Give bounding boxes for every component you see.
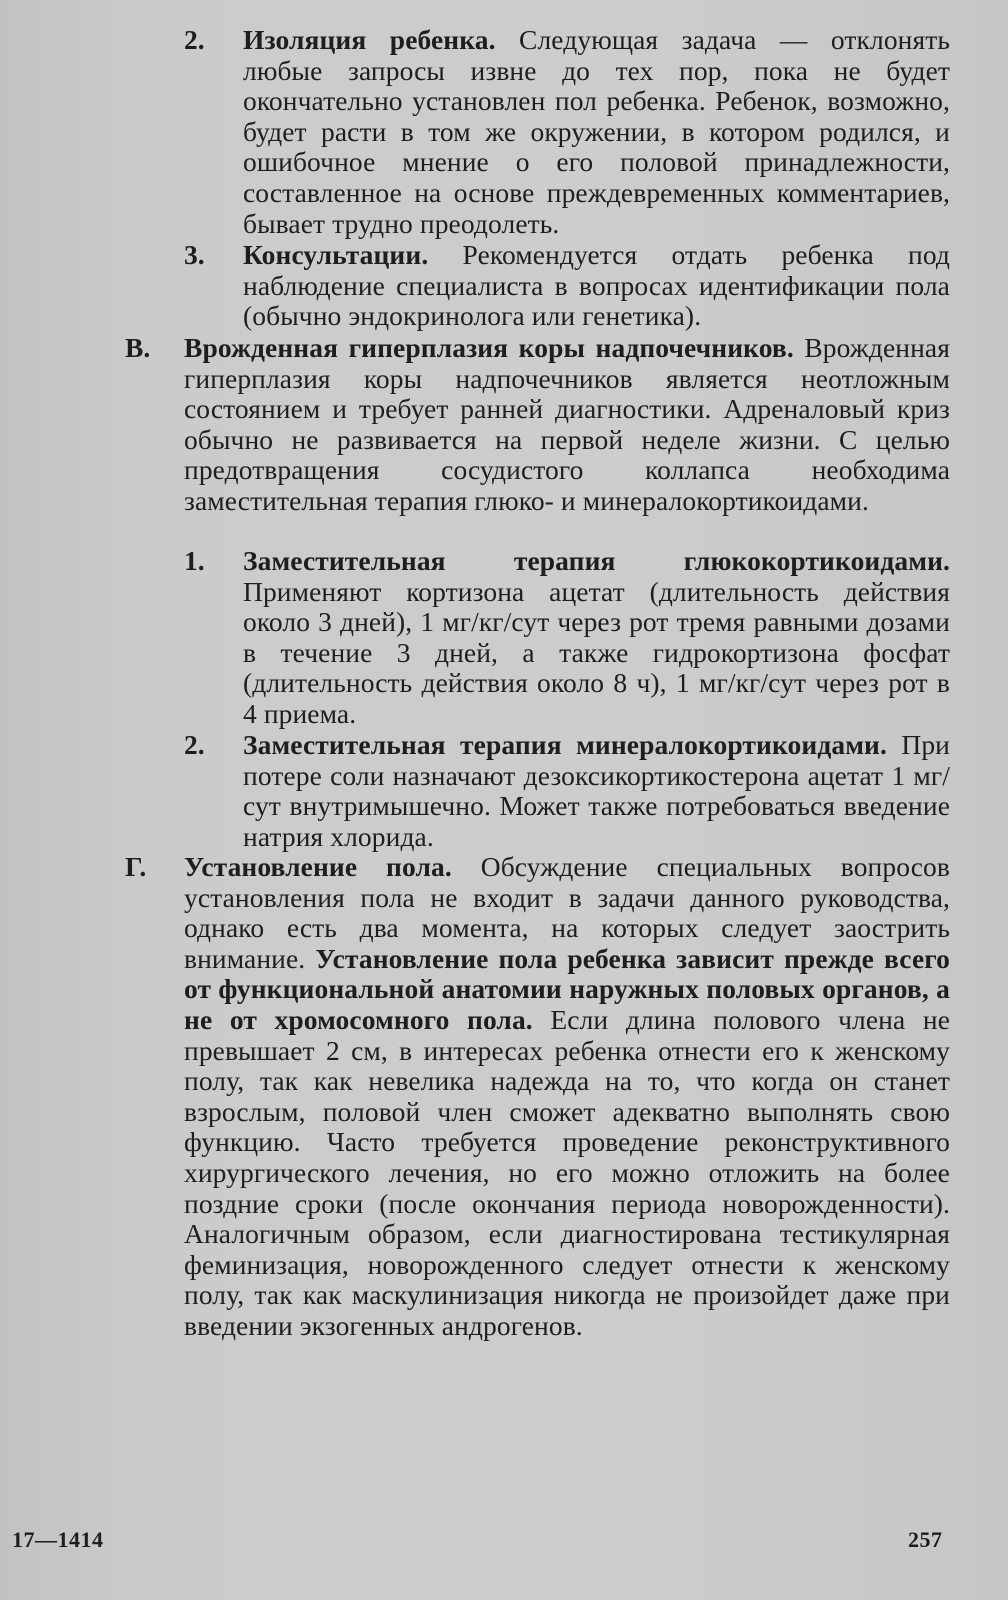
section-heading: Врожденная гиперплазия коры надпочечников. xyxy=(184,332,794,363)
section-emphasis: Установление пола ребенка зависит прежде всего от функциональной анатомии наружных половых органов, а не от хромосомного пола. xyxy=(184,942,951,1035)
section-body: Врожденная гиперплазия коры надпочечников является неотложным состоянием и требует ранней диагностики. Адреналовый криз обычно не развивается на первой неделе жизни. С целью предотвращения сосудистого коллапса необходима заместительная терапия глюко- и минералокортикоидами. xyxy=(184,332,950,516)
item-heading: Заместительная терапия минералокортикоидами. xyxy=(243,729,887,760)
item-body: Рекомендуется отдать ребенка под наблюдение специалиста в вопросах идентификации пола (обычно эндокринолога или генетика). xyxy=(243,239,950,332)
list-item-isolation xyxy=(243,25,950,239)
item-heading: Заместительная терапия глюкокортикоидами. xyxy=(243,545,950,576)
section-adrenal-hyperplasia xyxy=(184,333,950,517)
list-item-mineralocorticoids xyxy=(243,730,950,852)
section-body: Обсуждение специальных вопросов установления пола не входит в задачи данного руководства, однако есть два момента, на которых следует заострить внимание. xyxy=(184,851,950,974)
section-sex-assignment xyxy=(184,852,950,1342)
item-body: При потере соли назначают дезоксикортикостерона ацетат 1 мг/сут внутримышечно. Может также потребоваться введение натрия хлорида. xyxy=(243,729,950,852)
page-number: 257 xyxy=(908,1527,943,1552)
item-body: Применяют кортизона ацетат (длительность действия около 3 дней), 1 мг/кг/сут через рот тремя равными дозами в течение 3 дней, а также гидрокортизона фосфат (длительность действия около 8 ч), 1 мг/кг/сут через рот в 4 приема. xyxy=(243,575,950,729)
item-body: Следующая задача — отклонять любые запросы извне до тех пор, пока не будет окончательно установлен пол ребенка. Ребенок, возможно, будет расти в том же окружении, в котором родился, и ошибочное мнение о его половой принадлежности, составленное на основе преждевременных комментариев, бывает трудно преодолеть. xyxy=(243,24,950,239)
section-heading: Установление пола. xyxy=(184,851,452,882)
printer-signature: 17—1414 xyxy=(12,1527,104,1552)
section-marker: Г. xyxy=(125,851,147,882)
item-marker: 3. xyxy=(184,239,205,270)
item-marker: 2. xyxy=(184,24,205,55)
list-item-glucocorticoids xyxy=(243,546,950,730)
section-marker: В. xyxy=(125,332,151,363)
list-item-consultation xyxy=(243,240,950,332)
item-heading: Консультации. xyxy=(243,239,429,270)
item-heading: Изоляция ребенка. xyxy=(243,24,496,55)
section-body-continued: Если длина полового члена не превышает 2 см, в интересах ребенка отнести его к женскому полу, так как невелика надежда на то, что когда он станет взрослым, половой член сможет адекватно выполнять свою функцию. Часто требуется проведение реконструктивного хирургического лечения, но его можно отложить на более поздние сроки (после окончания периода новорожденности). Аналогичным образом, если диагностирована тестикулярная феминизация, новорожденного следует отнести к женскому полу, так как маскулинизация никогда не произойдет даже при введении экзогенных андрогенов. xyxy=(184,1003,950,1341)
item-marker: 2. xyxy=(184,729,205,760)
item-marker: 1. xyxy=(184,545,205,576)
